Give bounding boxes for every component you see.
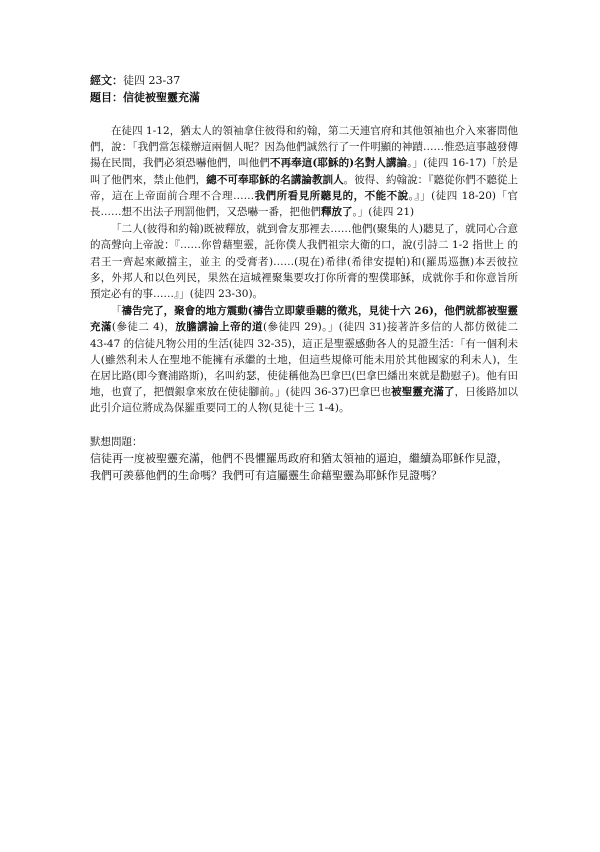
emphasis-run: 釋放了: [321, 206, 353, 219]
emphasis-run: 被聖靈充滿了: [391, 386, 455, 399]
meditation-question: 信徒再一度被聖靈充滿，他們不畏懼羅馬政府和猶太領袖的逼迫，繼續為耶穌作見證，我們可羨慕他們的生命嗎？我們可有這屬靈生命藉聖靈為耶穌作見證嗎？: [90, 451, 508, 482]
document-page: [90, 72, 518, 484]
scripture-reference: 徒四 23-37: [123, 74, 181, 87]
title-label: 題目：: [90, 91, 123, 104]
emphasis-run: 不再奉這(耶穌的)名對人講論: [270, 157, 408, 170]
text-run: 。』」(徒四 18-20)「官長……想不出法子刑罰他們，又恐嚇一番，把他們: [90, 189, 519, 219]
paragraph-1: [90, 123, 518, 220]
text-run: 。」(徒四 16-17)「於是叫了他們來，禁止他們，: [90, 157, 519, 186]
page-title: 信徒被聖靈充滿: [123, 91, 200, 104]
text-run: 「: [111, 305, 122, 318]
text-run: 。」(徒四 21): [352, 206, 415, 219]
text-run: (參徒四 29)。」(徒四 31)接著許多信的人都仿傚徒二 43-47 的信徒凡物公用的生活(徒四 32-35)，這正是聖靈感動各人的見證生活：「有一個利未人(雖然利未人在聖地不能擁有承繼的土地，但這些規條可能未用於其他國家的利未人)，生在居比路(即今賽浦路斯)，名叫約瑟，使徒稱他為巴拿巴(巴拿巴繙出來就是勸慰子)。他有田地，也賣了，把價銀拿來放在使徒腳前。」(徒四 36-37)巴拿巴也: [90, 321, 518, 399]
meditation-label: 默想問題：: [90, 435, 143, 448]
scripture-line: [90, 72, 518, 89]
emphasis-run: 禱告完了，聚會的地方震動(禱告立即蒙垂聽的徵兆，見徒十六 26)，他們就都被聖靈充滿: [90, 305, 519, 334]
title-line: [90, 89, 518, 106]
text-run: (參徒二 4)，: [111, 321, 176, 334]
meditation-section: [90, 434, 518, 484]
emphasis-run: 我們所看見所聽見的，不能不說: [254, 189, 409, 202]
paragraph-3: [90, 303, 518, 416]
body-text: [90, 123, 518, 417]
text-run: 在徒四 1-12，猶太人的領袖拿住彼得和約翰，第二天連官府和其他領袖也介入來審問他們，說：「我們當怎樣辦這兩個人呢？因為他們誠然行了一件明顯的神蹟……惟恐這事越發傳揚在民間，我們必須恐嚇他們，叫他們: [90, 125, 518, 170]
paragraph-2: [90, 221, 518, 302]
text-run: 。彼得、約翰說：『聽從你們不聽從上帝，這在上帝面前合理不合理……: [90, 173, 519, 202]
emphasis-run: 放膽講論上帝的道: [175, 321, 263, 334]
text-run: ，日後路加以此引介這位將成為保羅重要同工的人物(見徒十三 1-4)。: [90, 386, 519, 415]
emphasis-run: 總不可奉耶穌的名講論教訓人: [206, 173, 344, 186]
scripture-label: 經文：: [90, 74, 123, 87]
text-run: 「二人(彼得和約翰)既被釋放，就到會友那裡去……他們(聚集的人)聽見了，就同心合意的高聲向上帝說：『……你曾藉聖靈，託你僕人我們祖宗大衛的口，說(引詩二 1-2 指世上 的君王一齊起來敵擋主，並主 的受膏者)……(現在)希律(希律安提帕)和(羅馬巡撫)本丟彼拉多，外邦人和以色列民，果然在這城裡聚集要攻打你所膏的聖僕耶穌，成就你手和你意旨所預定必有的事……』」(徒四 23-30)。: [90, 223, 518, 301]
